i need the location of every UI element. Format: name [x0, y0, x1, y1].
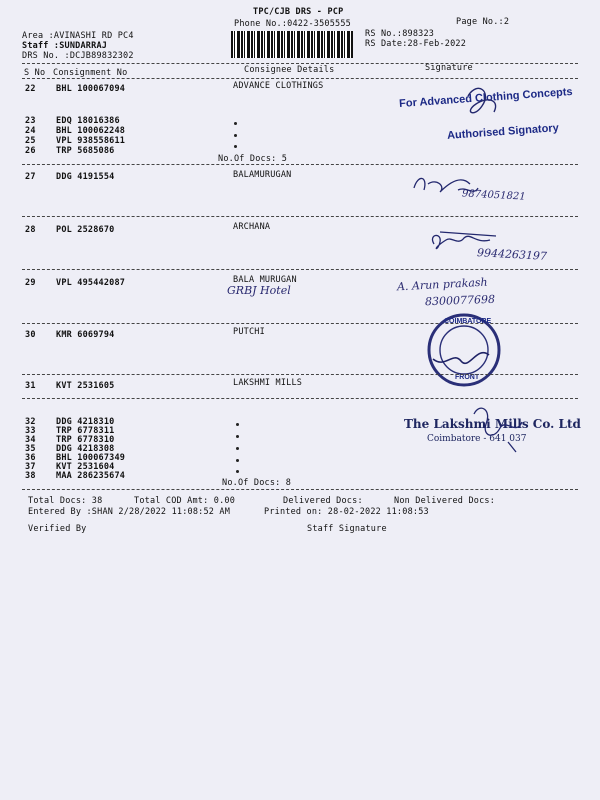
row-sno: 36: [25, 453, 36, 463]
row29-name: A. Arun prakash: [396, 275, 488, 294]
row-consignment: POL 2528670: [56, 225, 115, 235]
non-delivered-docs: Non Delivered Docs:: [394, 496, 496, 506]
row-sno: 32: [25, 417, 36, 427]
printed-on: Printed on: 28-02-2022 11:08:53: [264, 507, 429, 517]
header-title: TPC/CJB DRS - PCP: [253, 7, 344, 17]
advance-stamp-line2: Authorised Signatory: [446, 122, 560, 142]
row-sno: 26: [25, 146, 36, 156]
round-stamp-top-text: COIMBATORE: [444, 318, 492, 325]
divider: [22, 489, 578, 490]
row-consignment: TRP 6778310: [56, 435, 115, 445]
row-consignment: EDQ 18016386: [56, 116, 120, 126]
row-consignee: BALAMURUGAN: [233, 170, 292, 180]
row-consignment: KMR 6069794: [56, 330, 115, 340]
round-stamp-bottom-text: FRONT: [455, 374, 480, 381]
lakshmi-stamp-line1: The Lakshmi Mills Co. Ltd: [404, 417, 581, 431]
row-sno: 29: [25, 278, 36, 288]
row-sno: 23: [25, 116, 36, 126]
row-sno: 27: [25, 172, 36, 182]
row-consignment: BHL 100062248: [56, 126, 126, 136]
advance-stamp-line1: For Advanced Clothing Concepts: [398, 85, 573, 111]
rs-date: RS Date:28-Feb-2022: [365, 39, 467, 49]
rs-number: RS No.:898323: [365, 29, 435, 39]
entered-by: Entered By :SHAN 2/28/2022 11:08:52 AM: [28, 507, 231, 517]
group-doc-count: No.Of Docs: 5: [218, 154, 288, 164]
row-sno: 28: [25, 225, 36, 235]
row-consignment: BHL 100067094: [56, 84, 126, 94]
header-phone: Phone No.:0422-3505555: [234, 19, 351, 29]
row-sno: 34: [25, 435, 36, 445]
row-consignment: DDG 4218308: [56, 444, 115, 454]
col-sno: S No: [24, 68, 46, 78]
row-sno: 35: [25, 444, 36, 454]
row-consignment: MAA 286235674: [56, 471, 126, 481]
col-consignee: Consignee Details: [244, 65, 335, 75]
delivered-docs: Delivered Docs:: [283, 496, 363, 506]
row-sno: 30: [25, 330, 36, 340]
row-consignee: ARCHANA: [233, 222, 271, 232]
row-consignment: KVT 2531605: [56, 381, 115, 391]
row-sno: 22: [25, 84, 36, 94]
page-number: Page No.:2: [456, 17, 510, 27]
staff-label: Staff :SUNDARRAJ: [22, 41, 108, 51]
total-cod-amount: Total COD Amt: 0.00: [134, 496, 236, 506]
row-sno: 33: [25, 426, 36, 436]
row-sno: 31: [25, 381, 36, 391]
row-consignment: VPL 938558611: [56, 136, 126, 146]
row-consignee: BALA MURUGAN: [233, 275, 297, 285]
drs-number: DRS No. :DCJB89832302: [22, 51, 134, 61]
lakshmi-stamp-line2: Coimbatore - 641 037: [427, 434, 527, 444]
row29-note: GRBJ Hotel: [227, 284, 291, 297]
row-consignment: BHL 100067349: [56, 453, 126, 463]
row-consignment: KVT 2531604: [56, 462, 115, 472]
row28-phone: 9944263197: [476, 246, 548, 263]
row-sno: 25: [25, 136, 36, 146]
staff-signature-label: Staff Signature: [307, 524, 387, 534]
row-sno: 37: [25, 462, 36, 472]
col-consignment: Consignment No: [53, 68, 128, 78]
row-consignment: VPL 495442087: [56, 278, 126, 288]
row-sno: 24: [25, 126, 36, 136]
row-consignment: TRP 5685086: [56, 146, 115, 156]
row-consignment: DDG 4218310: [56, 417, 115, 427]
total-docs: Total Docs: 38: [28, 496, 103, 506]
area-label: Area :AVINASHI RD PC4: [22, 31, 134, 41]
row-consignee: ADVANCE CLOTHINGS: [233, 81, 324, 91]
row-consignee: LAKSHMI MILLS: [233, 378, 303, 388]
row-consignment: DDG 4191554: [56, 172, 115, 182]
verified-by-label: Verified By: [28, 524, 87, 534]
row27-phone: 9874051821: [461, 188, 526, 203]
row-sno: 38: [25, 471, 36, 481]
row29-phone: 8300077698: [424, 292, 496, 309]
row-consignee: PUTCHI: [233, 327, 265, 337]
group-doc-count: No.Of Docs: 8: [222, 478, 292, 488]
row-consignment: TRP 6778311: [56, 426, 115, 436]
col-signature: Signature: [425, 63, 473, 73]
